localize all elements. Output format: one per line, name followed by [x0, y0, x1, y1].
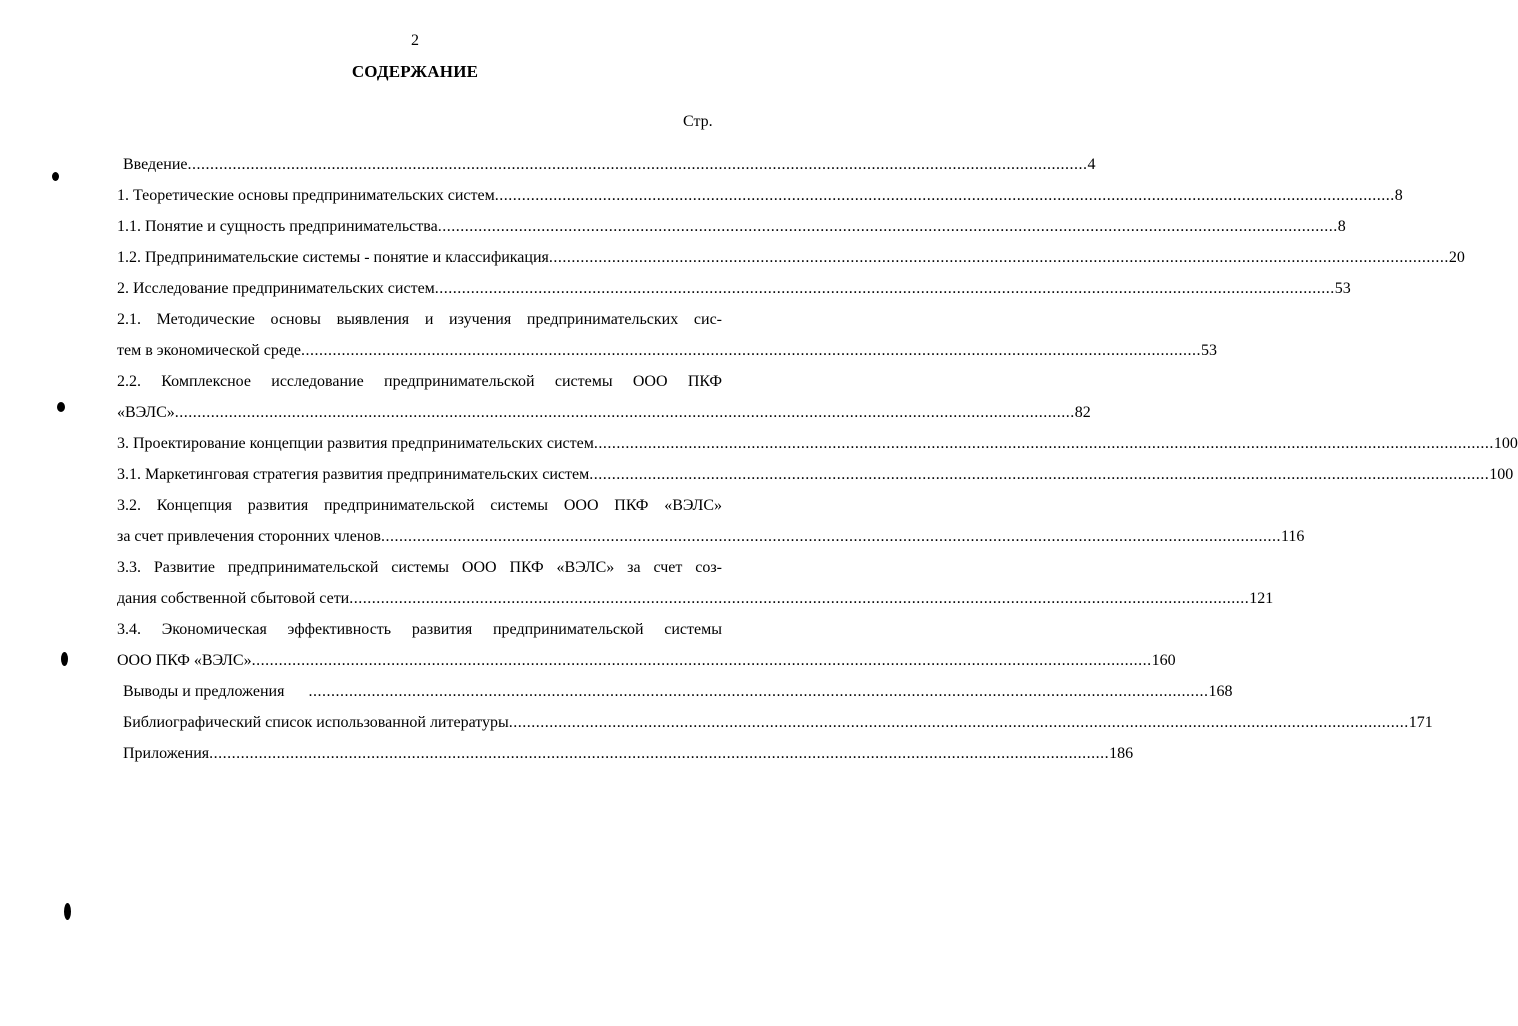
toc-entry-3-1 [117, 459, 1514, 490]
toc-entry-title-cont: дания собственной сбытовой сети [117, 590, 350, 607]
toc-entry-3-2 [117, 490, 722, 521]
leader-dots [349, 583, 1249, 614]
toc-entry-page: 8 [1337, 218, 1346, 235]
toc-entry-title: 3.4. Экономическая эффективность развития предпринимательской системы [117, 621, 722, 638]
toc-entry-intro [123, 149, 1096, 180]
toc-entry-page: 168 [1208, 683, 1233, 700]
leader-dots [188, 149, 1088, 180]
toc-entry-title: 3.3. Развитие предпринимательской системы ООО ПКФ «ВЭЛС» за счет соз- [117, 559, 722, 576]
toc-entry-3-3 [117, 552, 722, 583]
toc-entry-2-2 [117, 366, 722, 397]
toc-entry-page: 121 [1249, 590, 1274, 607]
toc-entry-title: 2.2. Комплексное исследование предпринимательской системы ООО ПКФ [117, 373, 722, 390]
leader-dots [509, 707, 1409, 738]
toc-entry-title: 2.1. Методические основы выявления и изучения предпринимательских сис- [117, 311, 722, 328]
page-number: 2 [411, 32, 419, 49]
toc-entry-1 [117, 180, 1403, 211]
leader-dots [252, 645, 1152, 676]
leader-dots [301, 335, 1201, 366]
toc-entry-page: 116 [1280, 528, 1305, 545]
toc-entry-page: 171 [1408, 714, 1433, 731]
toc-entry-2-2-cont [117, 397, 1091, 428]
toc-entry-2-1 [117, 304, 722, 335]
leader-dots [438, 211, 1338, 242]
toc-entry-page: 4 [1087, 156, 1096, 173]
leader-dots [308, 676, 1208, 707]
toc-entry-title: 3. Проектирование концепции развития предпринимательских систем [117, 435, 594, 452]
scan-speck [61, 652, 68, 666]
toc-entry-title: Библиографический список использованной литературы [123, 714, 509, 731]
toc-entry-title: 1.2. Предпринимательские системы - понятие и классификация [117, 249, 549, 266]
scan-speck [57, 402, 65, 412]
toc-entry-page: 100 [1493, 435, 1518, 452]
toc-entry-title: Приложения [123, 745, 210, 762]
leader-dots [435, 273, 1335, 304]
leader-dots [589, 459, 1489, 490]
toc-entry-title: Введение [123, 156, 188, 173]
leader-dots [495, 180, 1395, 211]
toc-entry-title: Выводы и предложения [123, 683, 309, 700]
toc-entry-1-1 [117, 211, 1346, 242]
leader-dots [381, 521, 1281, 552]
scan-speck [52, 172, 59, 181]
toc-entry-3-3-cont [117, 583, 1274, 614]
table-of-contents [117, 149, 1518, 769]
leader-dots [175, 397, 1075, 428]
leader-dots [549, 242, 1449, 273]
toc-entry-title-cont: за счет привлечения сторонних членов [117, 528, 381, 545]
toc-entry-title: 3.2. Концепция развития предпринимательской системы ООО ПКФ «ВЭЛС» [117, 497, 722, 514]
toc-entry-conclusions [123, 676, 1233, 707]
toc-entry-page: 186 [1109, 745, 1134, 762]
toc-entry-title: 1. Теоретические основы предпринимательских систем [117, 187, 495, 204]
toc-entry-title: 3.1. Маркетинговая стратегия развития предпринимательских систем [117, 466, 590, 483]
toc-entry-1-2 [117, 242, 1465, 273]
toc-entry-title-cont: тем в экономической среде [117, 342, 301, 359]
toc-entry-3 [117, 428, 1518, 459]
toc-entry-3-4-cont [117, 645, 1176, 676]
toc-entry-page: 82 [1074, 404, 1091, 421]
leader-dots [594, 428, 1494, 459]
toc-entry-page: 8 [1394, 187, 1403, 204]
toc-entry-2 [117, 273, 1351, 304]
toc-entry-3-2-cont [117, 521, 1305, 552]
toc-entry-2-1-cont [117, 335, 1217, 366]
toc-entry-page: 53 [1200, 342, 1217, 359]
toc-entry-appendices [123, 738, 1134, 769]
page-title: СОДЕРЖАНИЕ [351, 62, 479, 81]
toc-entry-title-cont: «ВЭЛС» [117, 404, 175, 421]
toc-entry-title: 2. Исследование предпринимательских систем [117, 280, 435, 297]
toc-entry-bibliography [123, 707, 1433, 738]
toc-entry-title: 1.1. Понятие и сущность предпринимательства [117, 218, 438, 235]
pages-column-label: Стр. [683, 113, 713, 130]
toc-entry-page: 100 [1489, 466, 1514, 483]
toc-entry-3-4 [117, 614, 722, 645]
toc-entry-page: 20 [1448, 249, 1465, 266]
leader-dots [209, 738, 1109, 769]
toc-entry-title-cont: ООО ПКФ «ВЭЛС» [117, 652, 252, 669]
scan-speck [64, 903, 71, 920]
toc-entry-page: 53 [1334, 280, 1351, 297]
toc-entry-page: 160 [1151, 652, 1176, 669]
